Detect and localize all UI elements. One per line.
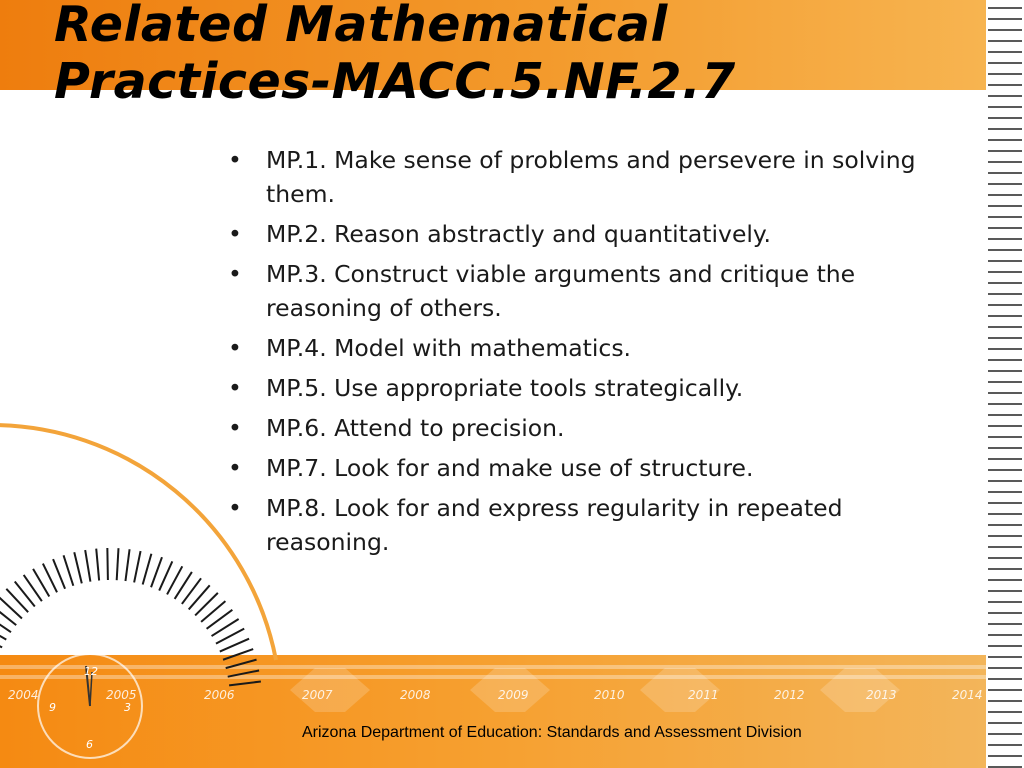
practice-text: MP.8. Look for and express regularity in repeated reasoning.	[266, 494, 843, 556]
practice-text: MP.3. Construct viable arguments and critique the reasoning of others.	[266, 260, 856, 322]
bullet: •	[228, 374, 242, 402]
clock-tick	[159, 561, 172, 590]
practice-text: MP.7. Look for and make use of structure.	[266, 454, 754, 482]
slide-title	[54, 0, 736, 110]
clock-number: 6	[86, 738, 93, 751]
year-label: 2014	[952, 688, 983, 702]
clock-tick	[195, 593, 218, 616]
bullet: •	[228, 220, 242, 248]
clock-tick	[6, 589, 28, 612]
year-label: 2008	[400, 688, 431, 702]
practice-item	[228, 331, 968, 365]
year-label: 2013	[866, 688, 897, 702]
practice-item	[228, 217, 968, 251]
right-ruler-strip	[986, 0, 1024, 768]
practice-item	[228, 257, 968, 325]
year-label: 2004	[8, 688, 39, 702]
clock-tick	[107, 548, 108, 580]
bullet: •	[228, 260, 242, 288]
clock-tick	[151, 557, 162, 587]
clock-tick	[134, 551, 140, 582]
clock-tick	[53, 559, 65, 589]
bullet: •	[228, 146, 242, 174]
clock-tick	[85, 550, 90, 582]
year-label: 2006	[204, 688, 235, 702]
clock-tick	[117, 548, 119, 580]
practice-item	[228, 371, 968, 405]
year-label: 2011	[688, 688, 719, 702]
practice-text: MP.1. Make sense of problems and persevere in solving them.	[266, 146, 916, 208]
clock-tick	[74, 552, 82, 583]
clock-tick	[125, 549, 129, 581]
clock-tick	[223, 649, 253, 660]
clock-tick-marks	[0, 548, 261, 690]
clock-number: 12	[84, 665, 98, 678]
clock-tick	[96, 549, 99, 581]
practice-item	[228, 451, 968, 485]
title-line-2: Practices-MACC.5.NF.2.7	[54, 53, 736, 110]
clock-tick	[228, 670, 259, 676]
year-label: 2012	[774, 688, 805, 702]
bullet: •	[228, 414, 242, 442]
clock-tick	[229, 681, 261, 685]
clock-tick	[143, 554, 152, 585]
practice-item	[228, 411, 968, 445]
practice-item	[228, 143, 968, 211]
clock-tick	[64, 555, 74, 585]
clock-tick	[226, 660, 257, 668]
practice-text: MP.5. Use appropriate tools strategically.	[266, 374, 744, 402]
practice-item	[228, 491, 968, 559]
ruler-lines	[986, 0, 1024, 768]
bullet: •	[228, 334, 242, 362]
practices-list	[228, 143, 968, 565]
year-label: 2009	[498, 688, 529, 702]
clock-number: 9	[49, 701, 56, 714]
practice-text: MP.4. Model with mathematics.	[266, 334, 632, 362]
footer-text: Arizona Department of Education: Standards and Assessment Division	[302, 724, 802, 741]
year-label: 2010	[594, 688, 625, 702]
year-label: 2005	[106, 688, 137, 702]
clock-tick	[220, 639, 249, 652]
bullet: •	[228, 494, 242, 522]
practice-text: MP.6. Attend to precision.	[266, 414, 565, 442]
year-label: 2007	[302, 688, 333, 702]
bullet: •	[228, 454, 242, 482]
practice-text: MP.2. Reason abstractly and quantitatively.	[266, 220, 771, 248]
clock-tick	[0, 605, 16, 625]
title-line-1: Related Mathematical	[54, 0, 668, 53]
clock-number: 3	[124, 701, 131, 714]
